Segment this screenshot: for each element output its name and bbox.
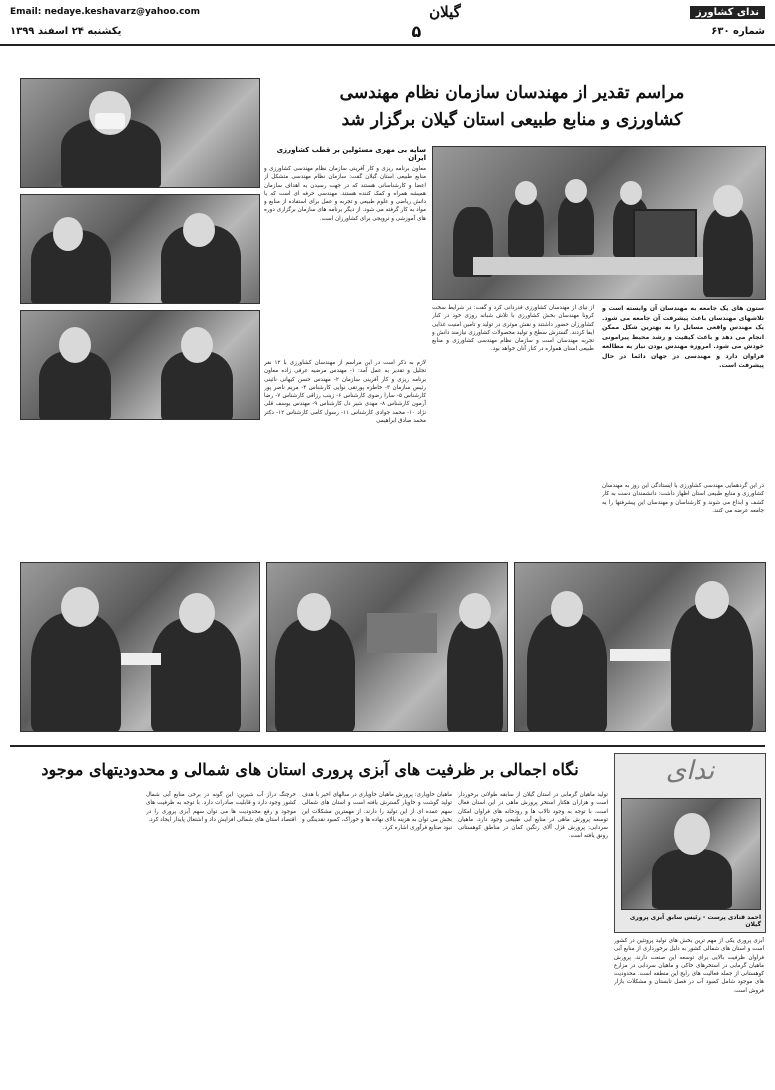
middle-body: معاون برنامه ریزی و کار آفرینی سازمان نظام مهندسی کشاورزی و منابع طبیعی استان گیلان گفت: سازمان نظام مهندسی متشکل از اعضا و کارشناسانی هستند که در جهت رسیدن به اهداف سازمان همیشه همراه و کمک کننده هستند. مهندسی حرفه ای است که با دانش ریاضی و علوم طبیعی و تجربه و عمل برای استفاده از منابع و مواد به کار گرفته می شود. از دیگر برنامه های سازمان برگزاری دوره های آموزشی و ترویجی برای کشاورزان است. — [264, 166, 426, 222]
date-text: یکشنبه ۲۴ اسفند ۱۳۹۹ — [10, 25, 122, 37]
top-headline-line1: مراسم تقدیر از مهندسان سازمان نظام مهندسی — [339, 83, 685, 103]
photo-award-men — [20, 562, 260, 732]
photo-two-men — [20, 310, 260, 420]
photo-fisheries-official — [621, 798, 761, 910]
bottom-col-1: آبزی پروری یکی از مهم ترین بخش های تولید پروتئین در کشور است و استان های شمالی کشور به دلیل برخورداری از منابع آبی فراوان ظرفیت بالایی برای توسعه این صنعت دارند. پرورش ماهیان گرمابی در استخرهای خاکی و ماهیان سردابی در مزارع کوهستانی از جمله فعالیت های رایج این منطقه است. محدودیت های موجود شامل کمبود آب در فصل تابستان و مشکلات بازار فروش است. — [614, 938, 764, 994]
photo-two-women — [20, 194, 260, 304]
email-text[interactable]: Email: nedaye.keshavarz@yahoo.com — [10, 7, 200, 17]
header-line-1 — [10, 4, 765, 20]
header-line-2 — [10, 22, 765, 40]
top-headline-line2: کشاورزی و منابع طبیعی استان گیلان برگزار شد — [341, 110, 683, 130]
middle-subhead: سایه بی مهری مسئولین بر قطب کشاورزی ایران — [276, 146, 426, 162]
bottom-col-2: تولید ماهیان گرمابی در استان گیلان از سابقه طولانی برخوردار است و هزاران هکتار استخر پرورش ماهی در این استان فعال است. با توجه به وجود تالاب ها و رودخانه های فراوان امکان توسعه پرورش ماهی در منابع آبی طبیعی وجود دارد. ماهیان سردابی: پرورش قزل آلای رنگین کمان در مناطق کوهستانی رونق یافته است. — [458, 792, 608, 840]
middle-column — [264, 146, 426, 556]
issue-number: شماره ۶۳۰ — [711, 25, 765, 37]
lead-paragraph: ستون های یک جامعه به مهندسان آن وابسته است و تلاشهای مهندسان باعث پیشرفت آن جامعه می شود. یک مهندس واقعی مسایل را به بهترین شکل ممکن انجام می دهد و باعث کیفیت و رشد محیط پیرامونی خودش می شود. امروزه مهندس بودن نیاز به مطالعه فراوان دارد و مهندسی در جهان دائما در حال پیشرفت است. — [602, 305, 764, 369]
nedaye-box — [614, 753, 766, 933]
photo-meeting-table — [432, 146, 766, 300]
bottom-headline: نگاه اجمالی بر ظرفیت های آبزی پروری استان های شمالی و محدودیتهای موجود — [41, 760, 579, 779]
right-columns — [432, 304, 764, 556]
top-article — [0, 46, 775, 741]
photo-award-women — [514, 562, 766, 732]
bottom-article — [10, 745, 765, 1087]
nedaye-box-title: ندای — [665, 756, 715, 786]
bottom-col-5 — [10, 791, 140, 1082]
middle-body-2: لازم به ذکر است در این مراسم از مهندسان کشاورزی با ۱۲ نفر تجلیل و تقدیر به عمل آمد: ۱- مهندس مرضیه عرفی زاده معاون برنامه ریزی و کار آفرینی سازمان ۲- مهندس حسن کیهانی نائینی رئیس سازمان ۳- خاطره پورتقی نوایی کارشناس ۴- مریم ناصر پور کارشناس ۵- سارا رضوی کارشناس ۶- زینب رزاقی کارشناس ۷- رضا آرمون کارشناس ۸- مهدی شیر دل کارشناس ۹- مهندس یوسف قلی نژاد ۱۰- محمد جوادی کارشناس ۱۱- رسول کامی کارشناس ۱۲- دکتر محمد صادق ابراهیمی — [264, 360, 426, 425]
top-headline — [262, 80, 762, 140]
photo-award-office — [266, 562, 508, 732]
page-number: ۵ — [411, 21, 422, 41]
page-header — [0, 0, 775, 46]
photo-caption: احمد قنادی پرست - رئیس سابق آبزی پروری گیلان — [629, 914, 761, 928]
section-tag: ندای کشاورز — [690, 6, 765, 19]
photo-official-portrait — [20, 78, 260, 188]
intro-paragraph: در این گردهمایی مهندسی کشاورزی با ایستادگی این روز به مهندسان کشاورزی و منابع طبیعی استان اظهار داشت: دانشمندان دست به کار کشف و ابداع می شوند و کارشناسان و مهندسان این پیشرفتها را به جامعه عرضه می کنند. — [602, 483, 764, 514]
bottom-col-3: ماهیان خاویاری: پرورش ماهیان خاویاری در سالهای اخیر با هدف تولید گوشت و خاویار گسترش یافته است و استان های شمالی سهم عمده ای از این تولید را دارند. از مهمترین مشکلات این بخش می توان به هزینه بالای نهاده ها و خوراک، کمبود نقدینگی و نبود صنایع فرآوری اشاره کرد. — [302, 792, 452, 832]
right-body: از نیای از مهندسان کشاورزی قدردانی کرد و گفت: در شرایط سخت کرونا مهندسان بخش کشاورزی با تلاش شبانه روزی خود در کنار کشاورزان حضور داشتند و نقش موثری در تولید و تامین امنیت غذایی ایفا کردند. گسترش سطح و تولید محصولات کشاورزی نیازمند دانش و تجربه مهندسان است و سازمان نظام مهندسی کشاورزی و منابع طبیعی استان همواره در کنار آنان خواهد بود. — [432, 305, 594, 353]
bottom-col-4: خرچنگ دراز آب شیرین: این گونه در برخی منابع آبی شمال کشور وجود دارد و قابلیت صادرات دارد. با توجه به ظرفیت های موجود و رفع محدودیت ها می توان سهم آبزی پروری را در اقتصاد استان های شمالی افزایش داد و اشتغال پایدار ایجاد کرد. — [146, 792, 296, 823]
newspaper-logo: گیلان — [429, 3, 461, 21]
